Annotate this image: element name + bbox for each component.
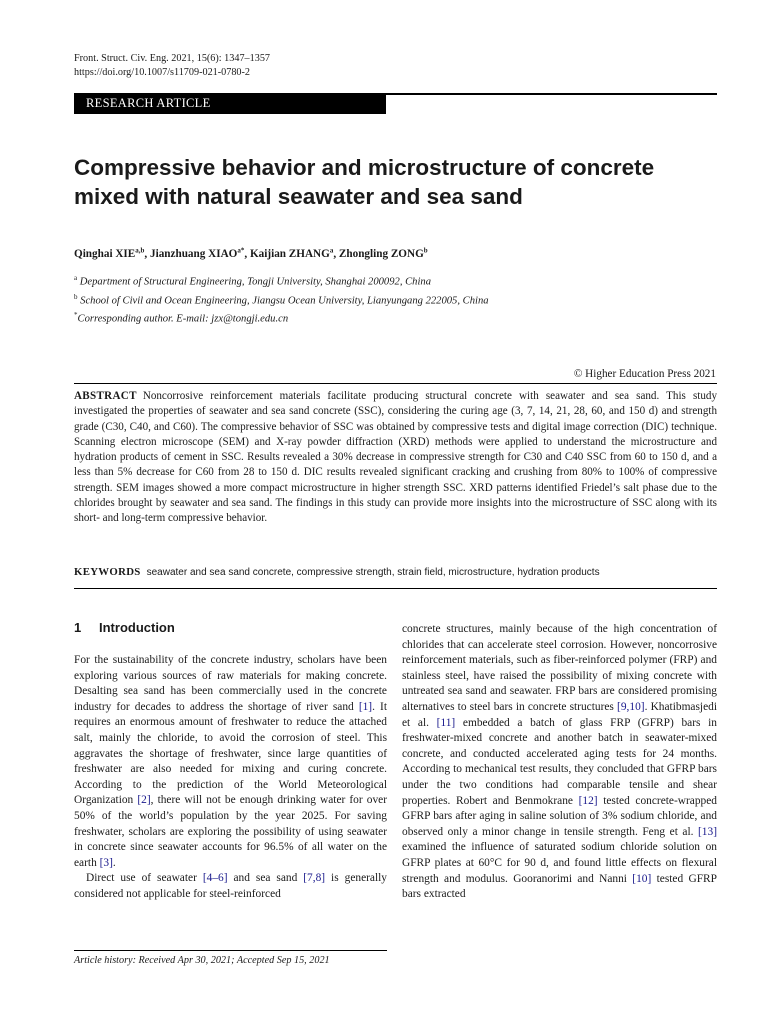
citation-link[interactable]: [1] — [358, 700, 373, 713]
keywords-label: KEYWORDS — [74, 566, 141, 578]
author: Jianzhuang $XIAO^{a*}$, — [150, 246, 250, 260]
article-type-banner: RESEARCH ARTICLE — [74, 93, 386, 114]
affiliation-a: $^a$ Department of Structural Engineering, Tongji University, Shanghai 200092, China — [74, 274, 432, 288]
keywords-bottom-rule — [74, 588, 717, 589]
article-title: Compressive behavior and microstructure of concrete mixed with natural seawater and sea sand — [74, 155, 655, 209]
citation-link[interactable]: [11] — [436, 716, 456, 729]
author-list — [74, 243, 428, 261]
abstract-top-rule — [74, 383, 717, 384]
citation-link[interactable]: [4–6] — [202, 872, 228, 885]
right-column — [402, 622, 717, 903]
author: Zhongling ZONG$^b$ — [338, 246, 428, 260]
author: Kaijian ZHANG$^a$, — [249, 246, 339, 260]
intro-paragraph-1: For the sustainability of the concrete industry, scholars have been exploring various sources of raw materials for making concrete. Desalting sea sand has been commercially used in the concrete industry for decades to address the shortage of river sand [1]. It requires an enormous amount of freshwater to reduce the attached salt, mainly the chloride, to avoid the corrosion of steel. This aggravates the shortage of freshwater, since large quantities of freshwater are also needed for mixing and curing concrete. According to the prediction of the World Meteorological Organization [2], there will not be enough drinking water for over 50% of the world’s population by the year 2025. For saving freshwater, scholars are exploring the possibility of using seawater in concrete since seawater accounts for 96.5% of all water on the earth [3]. — [74, 654, 387, 869]
affiliation-b: $^b$ School of Civil and Ocean Engineering, Jiangsu Ocean University, Lianyungang 222005, China — [74, 293, 489, 307]
intro-paragraph-continued: concrete structures, mainly because of the high concentration of chlorides that can accelerate steel corrosion. However, noncorrosive reinforcement materials, such as fiber-reinforced polymer (FRP) and stainless steel, have raised the possibility of mixing concrete with untreated sea sand and seawater. FRP bars are considered promising alternatives to steel bars in concrete structures [9,10]. Khatibmasjedi et al. [11] embedded a batch of glass FRP (GFRP) bars in freshwater-mixed concrete and another batch in seawater-mixed concrete, and conducted accelerated aging tests for 24 months. According to mechanical test results, they concluded that GFRP bars under the two conditions had comparable tensile and shear properties. Robert and Benmokrane [12] tested concrete-wrapped GFRP bars after aging in saline solution of 3% sodium chloride, and observed only a minor change in tensile strength. Feng et al. [13] examined the influence of saturated sodium chloride solution on GFRP plates at 60°C for 90 d, and found little effects on flexural strength and modulus. Gooranorimi and Nanni [10] tested GFRP bars extracted — [402, 623, 717, 901]
abstract — [74, 389, 717, 527]
citation-link[interactable]: [12] — [578, 794, 598, 807]
citation-link[interactable]: [3] — [99, 856, 113, 869]
abstract-text: Noncorrosive reinforcement materials facilitate producing structural concrete with seawater and sea sand. This study investigated the properties of seawater and sea sand concrete (SSC), considering the curing age (3, 7, 14, 21, 28, 60, and 150 d) and strength grade (C30, C40, and C60). The compressive behavior of SSC was obtained by compressive tests and digital image correction (DIC) technique. Scanning electron microscope (SEM) and X-ray powder diffraction (XRD) methods were applied to understand the microstructure and hydration products of cement in SSC. Results revealed a 30% decrease in compressive strength for C30 and C40 SSC from 60 to 150 d, and a less than 5% decrease for C60 from 28 to 150 d. DIC results revealed significant cracking and crushing from 80% to 100% of compressive strength. SEM images showed a more compact microstructure in higher strength SSC. XRD patterns identified Friedel’s salt phase due to the chlorides brought by seawater and sea sand. The findings in this study can provide more insights into the microstructure of SSC along with its short- and long-term compressive behavior. — [74, 390, 717, 525]
journal-header — [74, 52, 270, 80]
corresponding-author: *Corresponding author. E-mail: jzx@tongji.edu.cn — [74, 311, 289, 325]
intro-paragraph-2: Direct use of seawater [4–6] and sea sand [7,8] is generally considered not applicable for steel-reinforced — [74, 872, 387, 900]
journal-citation: Front. Struct. Civ. Eng. 2021, 15(6): 1347–1357 — [74, 53, 271, 64]
article-history: Article history: Received Apr 30, 2021; Accepted Sep 15, 2021 — [74, 955, 330, 966]
doi-link[interactable]: https://doi.org/10.1007/s11709-021-0780-2 — [74, 67, 251, 78]
abstract-label: ABSTRACT — [74, 390, 137, 402]
section-number: 1 — [74, 620, 82, 635]
citation-link[interactable]: [7,8] — [303, 872, 326, 885]
copyright-notice: © Higher Education Press 2021 — [573, 368, 716, 380]
footnote-rule — [74, 950, 387, 951]
citation-link[interactable]: [10] — [632, 872, 652, 885]
citation-link[interactable]: [13] — [698, 825, 717, 838]
keywords — [74, 565, 717, 580]
citation-link[interactable]: [2] — [137, 794, 151, 807]
author: Qinghai XIE$^{a,b}$, — [74, 246, 150, 260]
left-column — [74, 653, 387, 903]
section-title: Introduction — [99, 620, 175, 635]
citation-link[interactable]: [9,10] — [617, 700, 645, 713]
section-heading — [74, 620, 175, 636]
keywords-text: seawater and sea sand concrete, compressive strength, strain field, microstructure, hydration products — [146, 567, 600, 578]
